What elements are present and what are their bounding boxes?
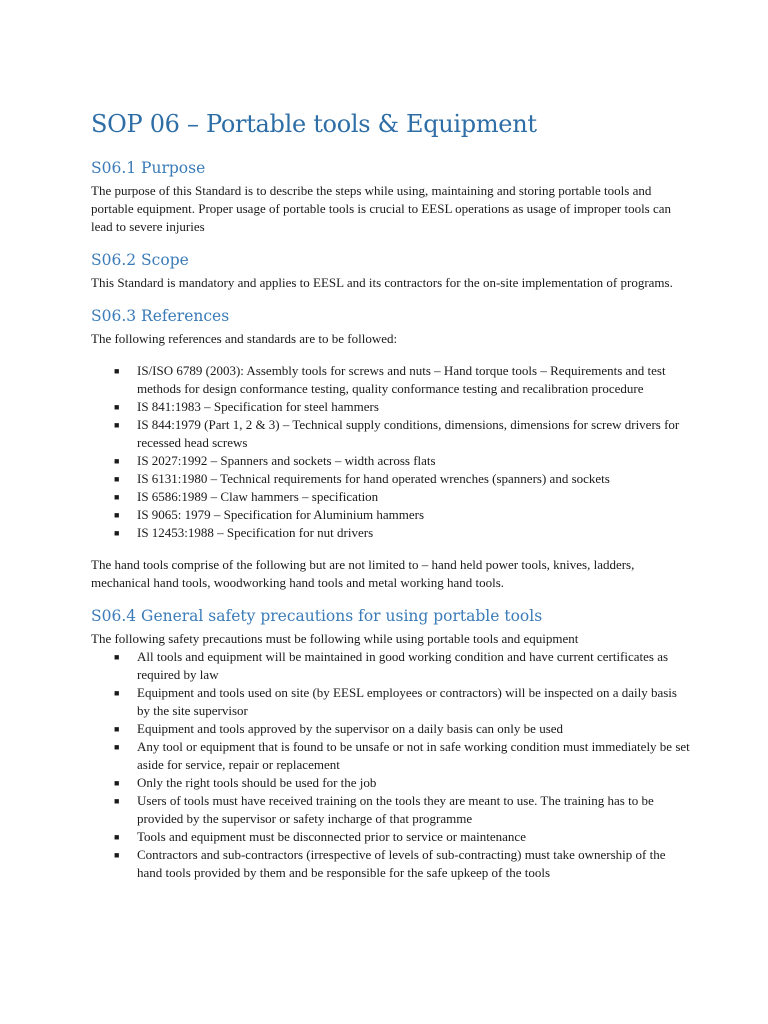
bullet-square-icon: ■ <box>114 688 120 698</box>
general-safety-intro: The following safety precautions must be following while using portable tools and equipment <box>91 631 579 646</box>
list-item <box>114 506 691 524</box>
list-item <box>114 488 691 506</box>
section-heading-general-safety: S06.4 General safety precautions for using portable tools <box>91 607 543 625</box>
list-item-text: Tools and equipment must be disconnected prior to service or maintenance <box>137 829 526 844</box>
bullet-square-icon: ■ <box>114 850 120 860</box>
bullet-square-icon: ■ <box>114 492 120 502</box>
list-item-text: Contractors and sub-contractors (irrespective of levels of sub-contracting) must take ownership of the hand tools provided by them and be responsible for the safe upkeep of the tools <box>137 847 666 880</box>
document-page <box>91 108 691 896</box>
list-item-text: IS 6131:1980 – Technical requirements for hand operated wrenches (spanners) and sockets <box>137 471 610 486</box>
section-heading-scope: S06.2 Scope <box>91 251 189 269</box>
list-item-text: Equipment and tools used on site (by EESL employees or contractors) will be inspected on a daily basis by the site supervisor <box>137 685 677 718</box>
list-item <box>114 398 691 416</box>
bullet-square-icon: ■ <box>114 510 120 520</box>
list-item <box>114 684 691 720</box>
list-item-text: IS 2027:1992 – Spanners and sockets – width across flats <box>137 453 436 468</box>
bullet-square-icon: ■ <box>114 474 120 484</box>
section-scope <box>91 250 691 292</box>
list-item <box>114 720 691 738</box>
bullet-square-icon: ■ <box>114 742 120 752</box>
list-item <box>114 452 691 470</box>
bullet-square-icon: ■ <box>114 778 120 788</box>
section-purpose <box>91 158 691 236</box>
list-item-text: IS/ISO 6789 (2003): Assembly tools for screws and nuts – Hand torque tools – Requirements and test methods for design conformance testing, quality conformance testing and recalibration procedure <box>137 363 666 396</box>
list-item-text: IS 6586:1989 – Claw hammers – specification <box>137 489 379 504</box>
list-item-text: All tools and equipment will be maintained in good working condition and have current certificates as required by law <box>137 649 669 682</box>
bullet-square-icon: ■ <box>114 366 120 376</box>
list-item-text: IS 12453:1988 – Specification for nut drivers <box>137 525 374 540</box>
list-item-text: IS 9065: 1979 – Specification for Aluminium hammers <box>137 507 425 522</box>
bullet-square-icon: ■ <box>114 420 120 430</box>
list-item-text: Only the right tools should be used for the job <box>137 775 377 790</box>
list-item <box>114 738 691 774</box>
list-item <box>114 774 691 792</box>
list-item-text: Equipment and tools approved by the supervisor on a daily basis can only be used <box>137 721 564 736</box>
bullet-square-icon: ■ <box>114 724 120 734</box>
bullet-square-icon: ■ <box>114 528 120 538</box>
section-references <box>91 306 691 592</box>
references-outro: The hand tools comprise of the following but are not limited to – hand held power tools, knives, ladders, mechanical hand tools, woodworking hand tools and metal working hand tools. <box>91 557 635 590</box>
section-heading-purpose: S06.1 Purpose <box>91 159 206 177</box>
list-item <box>114 648 691 684</box>
list-item-text: Users of tools must have received training on the tools they are meant to use. The training has to be provided by the supervisor or safety incharge of that programme <box>137 793 654 826</box>
list-item <box>114 416 691 452</box>
bullet-square-icon: ■ <box>114 652 120 662</box>
list-item <box>114 828 691 846</box>
bullet-square-icon: ■ <box>114 832 120 842</box>
list-item <box>114 792 691 828</box>
bullet-square-icon: ■ <box>114 456 120 466</box>
list-item <box>114 846 691 882</box>
document-title: SOP 06 – Portable tools & Equipment <box>91 110 537 138</box>
list-item <box>114 470 691 488</box>
general-safety-list <box>91 648 691 882</box>
purpose-text: The purpose of this Standard is to describe the steps while using, maintaining and storing portable tools and portable equipment. Proper usage of portable tools is crucial to EESL operations as usage of improper tools can lead to severe injuries <box>91 183 672 234</box>
list-item-text: IS 841:1983 – Specification for steel hammers <box>137 399 379 414</box>
section-heading-references: S06.3 References <box>91 307 230 325</box>
list-item-text: IS 844:1979 (Part 1, 2 & 3) – Technical supply conditions, dimensions, dimensions for screw drivers for recessed head screws <box>137 417 680 450</box>
references-list <box>91 362 691 542</box>
scope-text: This Standard is mandatory and applies to EESL and its contractors for the on-site implementation of programs. <box>91 275 673 290</box>
bullet-square-icon: ■ <box>114 796 120 806</box>
list-item-text: Any tool or equipment that is found to be unsafe or not in safe working condition must immediately be set aside for service, repair or replacement <box>137 739 690 772</box>
list-item <box>114 524 691 542</box>
section-general-safety <box>91 606 691 882</box>
list-item <box>114 362 691 398</box>
references-intro: The following references and standards are to be followed: <box>91 331 398 346</box>
bullet-square-icon: ■ <box>114 402 120 412</box>
